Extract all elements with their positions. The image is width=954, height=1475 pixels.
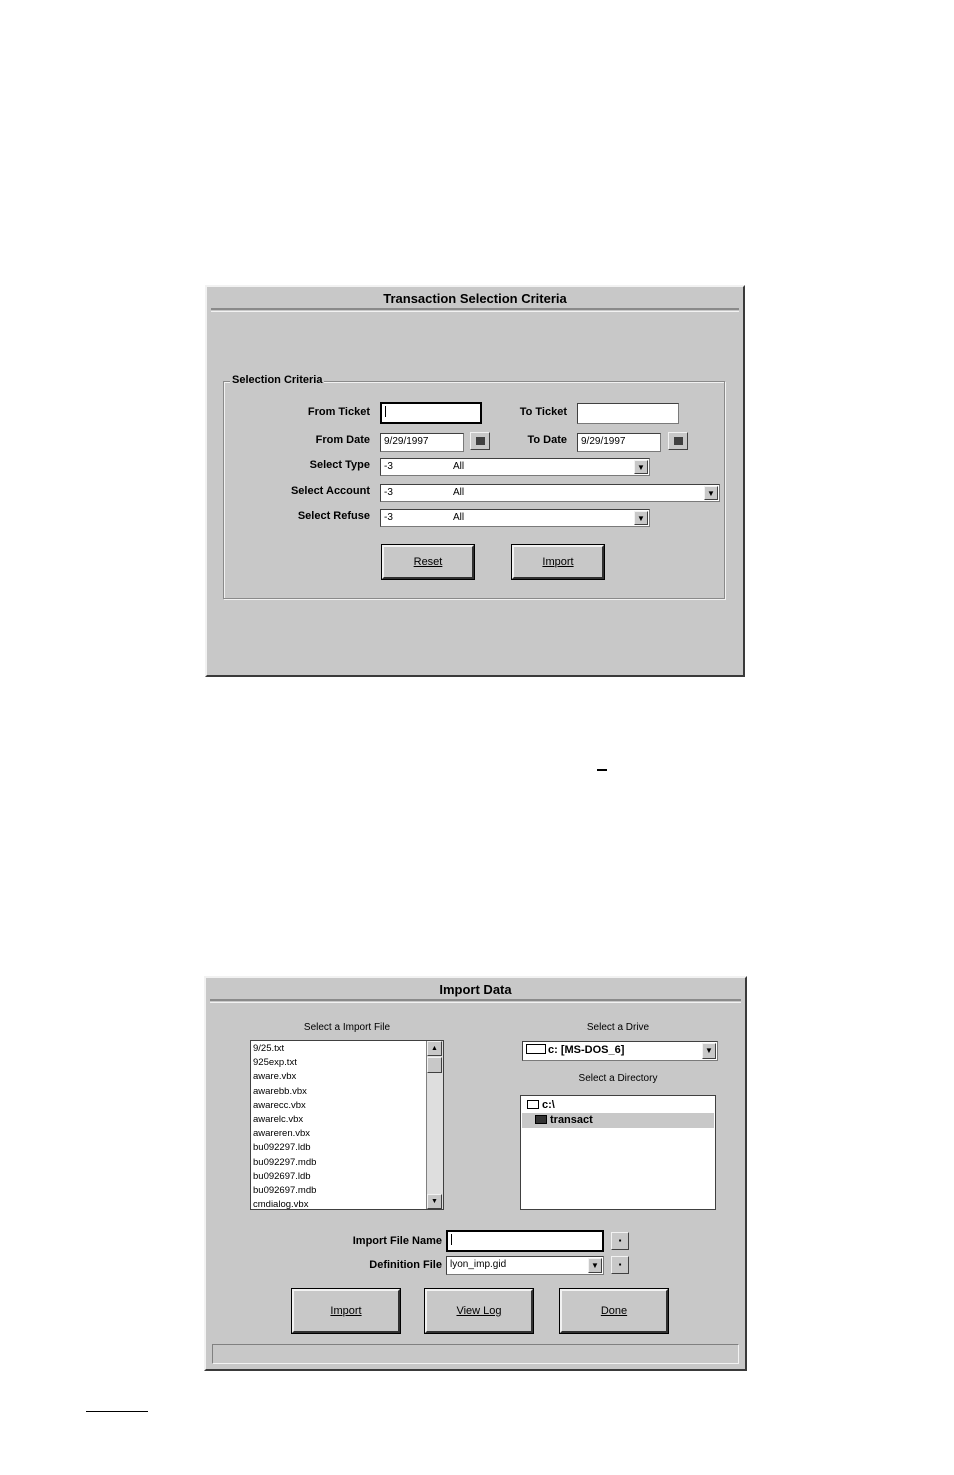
to-date-calendar-button[interactable] bbox=[668, 432, 688, 450]
select-account-combo[interactable] bbox=[380, 484, 720, 502]
calendar-icon bbox=[476, 437, 485, 445]
dropdown-arrow-icon[interactable]: ▼ bbox=[704, 486, 718, 500]
list-item[interactable]: aware.vbx bbox=[253, 1071, 297, 1083]
select-refuse-label: Select Refuse bbox=[297, 510, 370, 522]
import-file-name-input[interactable] bbox=[446, 1230, 604, 1252]
select-type-value: All bbox=[453, 461, 465, 472]
open-folder-icon bbox=[527, 1100, 539, 1109]
select-account-code: -3 bbox=[384, 487, 393, 498]
list-item[interactable]: bu092297.mdb bbox=[253, 1156, 317, 1168]
calendar-icon bbox=[674, 437, 683, 445]
dropdown-arrow-icon[interactable]: ▼ bbox=[588, 1258, 602, 1273]
from-ticket-label: From Ticket bbox=[307, 406, 370, 418]
group-label: Selection Criteria bbox=[232, 374, 323, 386]
select-type-combo[interactable] bbox=[380, 458, 650, 476]
select-type-code: -3 bbox=[384, 461, 393, 472]
dropdown-arrow-icon[interactable]: ▼ bbox=[702, 1043, 716, 1059]
import-file-list[interactable] bbox=[250, 1040, 444, 1210]
browse-import-file-button[interactable] bbox=[611, 1232, 629, 1250]
to-ticket-input[interactable] bbox=[577, 403, 679, 424]
definition-file-value: lyon_imp.gid bbox=[450, 1259, 507, 1270]
text-caret bbox=[451, 1234, 452, 1245]
definition-file-label: Definition File bbox=[369, 1259, 442, 1271]
select-refuse-value: All bbox=[453, 512, 465, 523]
dropdown-arrow-icon[interactable]: ▼ bbox=[634, 511, 648, 525]
list-item[interactable]: 925exp.txt bbox=[253, 1057, 297, 1069]
view-log-button[interactable]: View Log bbox=[425, 1289, 533, 1333]
browse-definition-file-button[interactable] bbox=[611, 1256, 629, 1274]
scroll-up-icon[interactable]: ▲ bbox=[427, 1041, 442, 1056]
select-refuse-combo[interactable] bbox=[380, 509, 650, 527]
file-list-scrollbar[interactable] bbox=[426, 1041, 443, 1209]
footer-rule bbox=[86, 1411, 148, 1412]
list-item[interactable]: cmdialog.vbx bbox=[253, 1199, 309, 1210]
list-item[interactable]: bu092697.mdb bbox=[253, 1185, 317, 1197]
definition-file-combo[interactable] bbox=[446, 1256, 604, 1275]
transaction-selection-dialog bbox=[205, 285, 745, 677]
select-type-label: Select Type bbox=[309, 459, 370, 471]
directory-label-root: c:\ bbox=[542, 1099, 555, 1111]
from-date-label: From Date bbox=[315, 434, 370, 446]
drive-value: c: [MS-DOS_6] bbox=[548, 1044, 625, 1056]
import-button[interactable]: Import bbox=[292, 1289, 400, 1333]
directory-item-root[interactable] bbox=[527, 1099, 555, 1111]
to-date-input[interactable]: 9/29/1997 bbox=[577, 433, 661, 452]
list-item[interactable]: awarebb.vbx bbox=[253, 1085, 307, 1097]
directory-item-transact[interactable] bbox=[535, 1114, 593, 1126]
reset-button[interactable]: Reset bbox=[382, 545, 474, 579]
directory-label: Select a Directory bbox=[578, 1073, 658, 1084]
select-refuse-code: -3 bbox=[384, 512, 393, 523]
list-item[interactable]: awarelc.vbx bbox=[253, 1114, 304, 1126]
dialog-title: Transaction Selection Criteria bbox=[211, 290, 739, 310]
list-item[interactable]: bu092697.ldb bbox=[253, 1170, 311, 1182]
dialog-title: Import Data bbox=[210, 981, 741, 1001]
select-account-value: All bbox=[453, 487, 465, 498]
to-date-label: To Date bbox=[527, 434, 567, 446]
import-file-name-label: Import File Name bbox=[352, 1235, 442, 1247]
from-date-input[interactable]: 9/29/1997 bbox=[380, 433, 464, 452]
text-caret bbox=[385, 406, 386, 417]
directory-list[interactable] bbox=[520, 1095, 716, 1210]
dropdown-arrow-icon[interactable]: ▼ bbox=[634, 460, 648, 474]
stray-mark bbox=[597, 769, 607, 771]
import-data-dialog bbox=[204, 976, 747, 1371]
scroll-thumb[interactable] bbox=[427, 1057, 442, 1073]
directory-label-transact: transact bbox=[550, 1114, 593, 1126]
scroll-down-icon[interactable]: ▼ bbox=[427, 1194, 442, 1209]
ellipsis-icon: ▪ bbox=[618, 1260, 622, 1269]
ellipsis-icon: ▪ bbox=[618, 1236, 622, 1245]
from-ticket-input[interactable] bbox=[380, 402, 482, 424]
status-bar bbox=[212, 1344, 739, 1364]
folder-icon bbox=[535, 1115, 547, 1124]
done-button[interactable]: Done bbox=[560, 1289, 668, 1333]
file-list-label: Select a Import File bbox=[303, 1022, 391, 1033]
list-item[interactable]: bu092297.ldb bbox=[253, 1142, 311, 1154]
from-date-calendar-button[interactable] bbox=[470, 432, 490, 450]
drive-select[interactable] bbox=[522, 1041, 718, 1061]
select-account-label: Select Account bbox=[290, 485, 370, 497]
drive-icon bbox=[526, 1044, 546, 1054]
list-item[interactable]: 9/25.txt bbox=[253, 1043, 285, 1054]
to-ticket-label: To Ticket bbox=[519, 406, 567, 418]
file-list-items bbox=[251, 1042, 426, 1210]
drive-label: Select a Drive bbox=[586, 1022, 650, 1033]
list-item[interactable]: awarecc.vbx bbox=[253, 1099, 306, 1111]
import-button[interactable]: Import bbox=[512, 545, 604, 579]
list-item[interactable]: awareren.vbx bbox=[253, 1128, 311, 1140]
